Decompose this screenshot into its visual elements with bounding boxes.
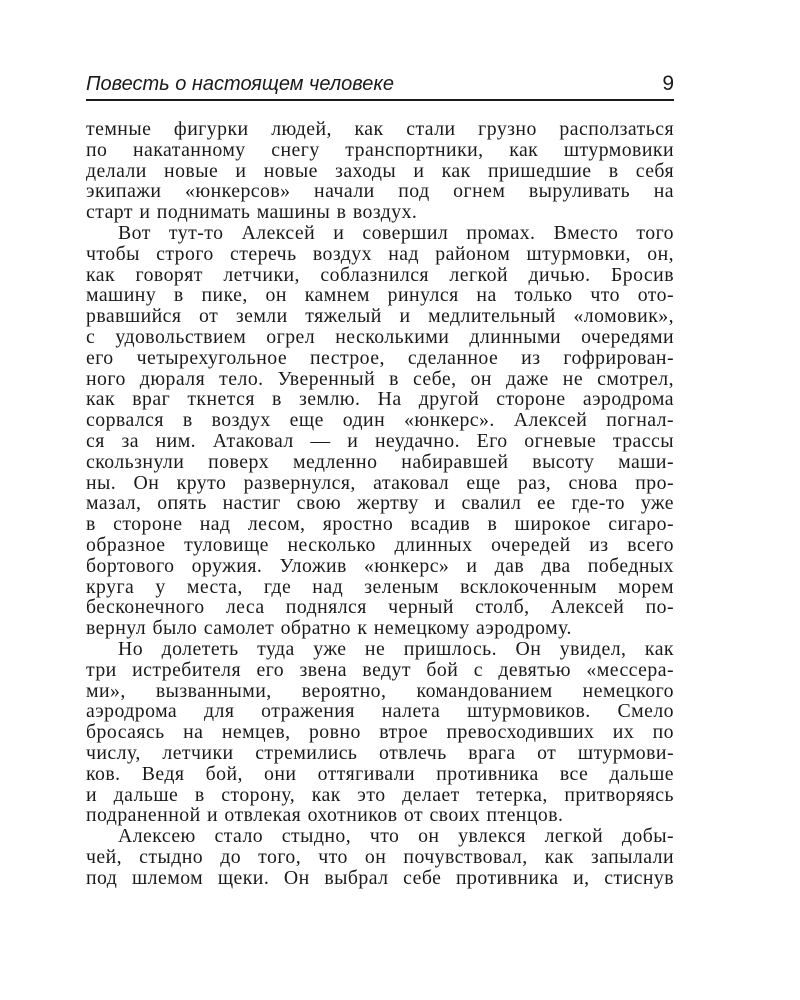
text-line: рвавшийся от земли тяжелый и медлительный «ломовик», <box>86 305 674 328</box>
text-line: образное туловище несколько длинных очередей из всего <box>86 533 674 556</box>
text-line: сорвался в воздух еще один «юнкерс». Алексей погнал- <box>86 409 674 432</box>
paragraph <box>86 826 674 888</box>
text-line: делали новые и новые заходы и как пришедшие в себя <box>86 159 674 182</box>
text-line: в стороне над лесом, яростно всадив в широкое сигаро- <box>86 513 674 536</box>
paragraph <box>86 119 674 223</box>
text-line: его четырехугольное пестрое, сделанное из гофрирован- <box>86 346 674 369</box>
text-line: как говорят летчики, соблазнился легкой дичью. Бросив <box>86 263 674 286</box>
text-line: ков. Ведя бой, они оттягивали противника все дальше <box>86 762 674 785</box>
text-line: темные фигурки людей, как стали грузно расползаться <box>86 118 674 140</box>
text-line: ми», вызванными, вероятно, командованием немецкого <box>86 679 674 702</box>
running-header <box>86 72 674 101</box>
text-line: аэродрома для отражения налета штурмовиков. Смело <box>86 700 674 723</box>
text-line: с удовольствием огрел несколькими длинными очередями <box>86 325 674 348</box>
text-line: и дальше в сторону, как это делает тетерка, притворяясь <box>86 783 674 806</box>
text-line: экипажи «юнкерсов» начали под огнем выруливать на <box>86 180 674 203</box>
text-line: мазал, опять настиг свою жертву и свалил ее где-то уже <box>86 492 674 515</box>
text-line: по накатанному снегу транспортники, как штурмовики <box>86 138 674 161</box>
page-number: 9 <box>662 72 674 95</box>
text-line: круга у места, где над зеленым всклокоченным морем <box>86 575 674 598</box>
book-page <box>86 72 674 888</box>
body-text <box>86 119 674 888</box>
text-line: ся за ним. Атаковал — и неудачно. Его огневые трассы <box>86 429 674 452</box>
text-line: ного дюраля тело. Уверенный в себе, он даже не смотрел, <box>86 367 674 390</box>
text-line: чтобы строго стеречь воздух над районом штурмовки, он, <box>86 242 674 265</box>
text-line: под шлемом щеки. Он выбрал себе противника и, стиснув <box>86 866 674 889</box>
paragraph <box>86 639 674 826</box>
text-line: машину в пике, он камнем ринулся на только что ото- <box>86 284 674 307</box>
text-line: бортового оружия. Уложив «юнкерс» и дав два победных <box>86 554 674 577</box>
text-line: ны. Он круто развернулся, атаковал еще раз, снова про- <box>86 471 674 494</box>
text-line: старт и поднимать машины в воздух. <box>86 201 418 224</box>
text-line: скользнули поверх медленно набиравшей высоту маши- <box>86 450 674 473</box>
text-line: Но долететь туда уже не пришлось. Он увидел, как <box>118 637 674 660</box>
text-line: вернул было самолет обратно к немецкому аэродрому. <box>86 617 572 640</box>
book-title: Повесть о настоящем человеке <box>86 73 394 95</box>
text-line: три истребителя его звена ведут бой с девятью «мессера- <box>86 658 674 681</box>
text-line: бесконечного леса поднялся черный столб, Алексей по- <box>86 596 674 619</box>
text-line: как враг ткнется в землю. На другой стороне аэродрома <box>86 388 674 411</box>
text-line: чей, стыдно до того, что он почувствовал, как запылали <box>86 845 674 868</box>
text-line: Алексею стало стыдно, что он увлекся легкой добы- <box>118 825 674 848</box>
text-line: подраненной и отвлекая охотников от своих птенцов. <box>86 804 564 827</box>
paragraph <box>86 223 674 639</box>
text-line: числу, летчики стремились отвлечь врага от штурмови- <box>86 741 674 764</box>
text-line: бросаясь на немцев, ровно втрое превосходивших их по <box>86 721 674 744</box>
text-line: Вот тут-то Алексей и совершил промах. Вместо того <box>118 221 674 244</box>
